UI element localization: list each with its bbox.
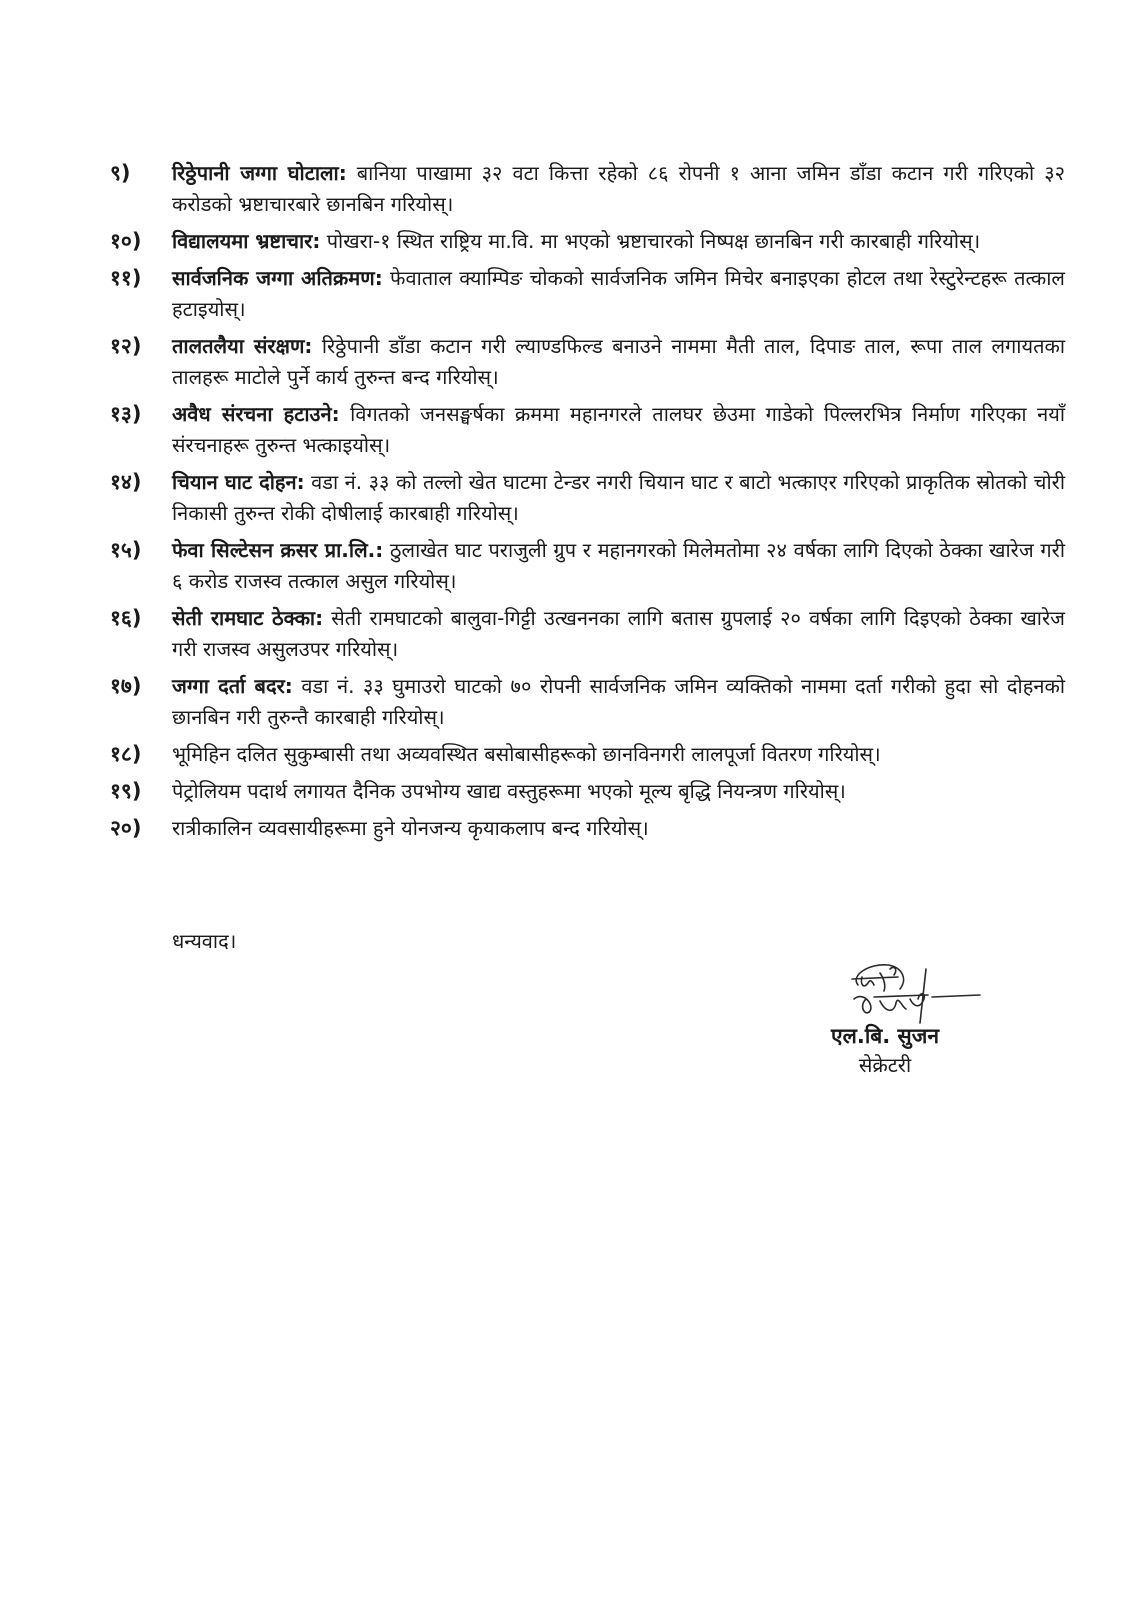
demand-list	[110, 158, 1065, 850]
list-item	[110, 813, 1065, 844]
item-title: फेवा सिल्टेसन क्रसर प्रा.लि.:	[172, 538, 384, 562]
list-item	[110, 603, 1065, 665]
item-body	[172, 467, 1065, 529]
item-body	[172, 671, 1065, 733]
item-body	[172, 226, 1065, 257]
list-item	[110, 467, 1065, 529]
item-text: बानिया पाखामा ३२ वटा कित्ता रहेको ८६ रोपनी १ आना जमिन डाँडा कटान गरी गरिएको ३२ करोडको भ्रष्टाचारबारे छानबिन गरियोस्।	[172, 161, 1065, 216]
item-text: वडा नं. ३३ घुमाउरो घाटको ७० रोपनी सार्वजनिक जमिन व्यक्तिको नाममा दर्ता गरीको हुदा सो दोहनको छानबिन गरी तुरुन्तै कारबाही गरियोस्।	[172, 674, 1065, 729]
item-title: जग्गा दर्ता बदर:	[172, 674, 293, 698]
signatory-name: एल.बि. सुजन	[831, 1024, 939, 1048]
item-body	[172, 331, 1065, 393]
item-number: १६)	[110, 606, 142, 630]
item-body	[172, 603, 1065, 665]
item-number: १४)	[110, 470, 142, 494]
item-text: भूमिहिन दलित सुकुम्बासी तथा अव्यवस्थित बसोबासीहरूको छानविनगरी लालपूर्जा वितरण गरियोस्।	[172, 742, 881, 766]
item-text: फेवाताल क्याम्पिङ चोकको सार्वजनिक जमिन मिचेर बनाइएका होटल तथा रेस्टुरेन्टहरू तत्काल हटाइयोस्।	[172, 266, 1065, 321]
item-text: पेट्रोलियम पदार्थ लगायत दैनिक उपभोग्य खाद्य वस्तुहरूमा भएको मूल्य बृद्धि नियन्त्रण गरियोस्।	[172, 779, 846, 803]
item-number: १२)	[110, 334, 142, 358]
list-item	[110, 535, 1065, 597]
item-text: रात्रीकालिन व्यवसायीहरूमा हुने योनजन्य कृयाकलाप बन्द गरियोस्।	[172, 816, 649, 840]
signatory-role: सेक्रेटरी	[858, 1053, 912, 1077]
item-title: अवैध संरचना हटाउने:	[172, 402, 340, 426]
item-title: सेती रामघाट ठेक्का:	[172, 606, 324, 630]
item-text: पोखरा-१ स्थित राष्ट्रिय मा.वि. मा भएको भ्रष्टाचारको निष्पक्ष छानबिन गरी कारबाही गरियोस्।	[326, 229, 981, 253]
item-body	[172, 739, 1065, 770]
list-item	[110, 776, 1065, 807]
item-title: चियान घाट दोहन:	[172, 470, 305, 494]
item-body	[172, 535, 1065, 597]
item-number: १७)	[110, 674, 142, 698]
closing-thanks: धन्यवाद।	[172, 929, 237, 953]
item-number: २०)	[110, 816, 142, 840]
item-title: विद्यालयमा भ्रष्टाचार:	[172, 229, 321, 253]
list-item	[110, 739, 1065, 770]
list-item	[110, 331, 1065, 393]
item-number: १८)	[110, 742, 142, 766]
item-body	[172, 158, 1065, 220]
item-text: सेती रामघाटको बालुवा-गिट्टी उत्खननका लागि बतास ग्रुपलाई २० वर्षका लागि दिइएको ठेक्का खारेज गरी राजस्व असुलउपर गरियोस्।	[172, 606, 1065, 661]
item-body	[172, 813, 1065, 844]
item-text: विगतको जनसङ्घर्षका क्रममा महानगरले तालघर छेउमा गाडेको पिल्लरभित्र निर्माण गरिएका नयाँ संरचनाहरू तुरुन्त भत्काइयोस्।	[172, 402, 1065, 457]
item-number: ११)	[110, 266, 142, 290]
item-body	[172, 263, 1065, 325]
item-number: १०)	[110, 229, 142, 253]
list-item	[110, 226, 1065, 257]
item-text: ठुलाखेत घाट पराजुली ग्रुप र महानगरको मिलेमतोमा २४ वर्षका लागि दिएको ठेक्का खारेज गरी ६ करोड राजस्व तत्काल असुल गरियोस्।	[172, 538, 1065, 593]
list-item	[110, 399, 1065, 461]
list-item	[110, 158, 1065, 220]
item-body	[172, 399, 1065, 461]
item-title: रिठ्ठेपानी जग्गा घोटाला:	[172, 161, 347, 185]
item-body	[172, 776, 1065, 807]
item-number: १५)	[110, 538, 142, 562]
item-number: १९)	[110, 779, 142, 803]
list-item	[110, 671, 1065, 733]
list-item	[110, 263, 1065, 325]
item-title: सार्वजनिक जग्गा अतिक्रमण:	[172, 266, 383, 290]
item-title: तालतलैया संरक्षण:	[172, 334, 313, 358]
item-text: वडा नं. ३३ को तल्लो खेत घाटमा टेन्डर नगरी चियान घाट र बाटो भत्काएर गरिएको प्राकृतिक स्रोतको चोरी निकासी तुरुन्त रोकी दोषीलाई कारबाही गरियोस्।	[172, 470, 1065, 525]
item-number: ९)	[110, 161, 131, 185]
item-text: रिठ्ठेपानी डाँडा कटान गरी ल्याण्डफिल्ड बनाउने नाममा मैती ताल, दिपाङ ताल, रूपा ताल लगायतका तालहरू माटोले पुर्ने कार्य तुरुन्त बन्द गरियोस्।	[172, 334, 1066, 389]
item-number: १३)	[110, 402, 142, 426]
